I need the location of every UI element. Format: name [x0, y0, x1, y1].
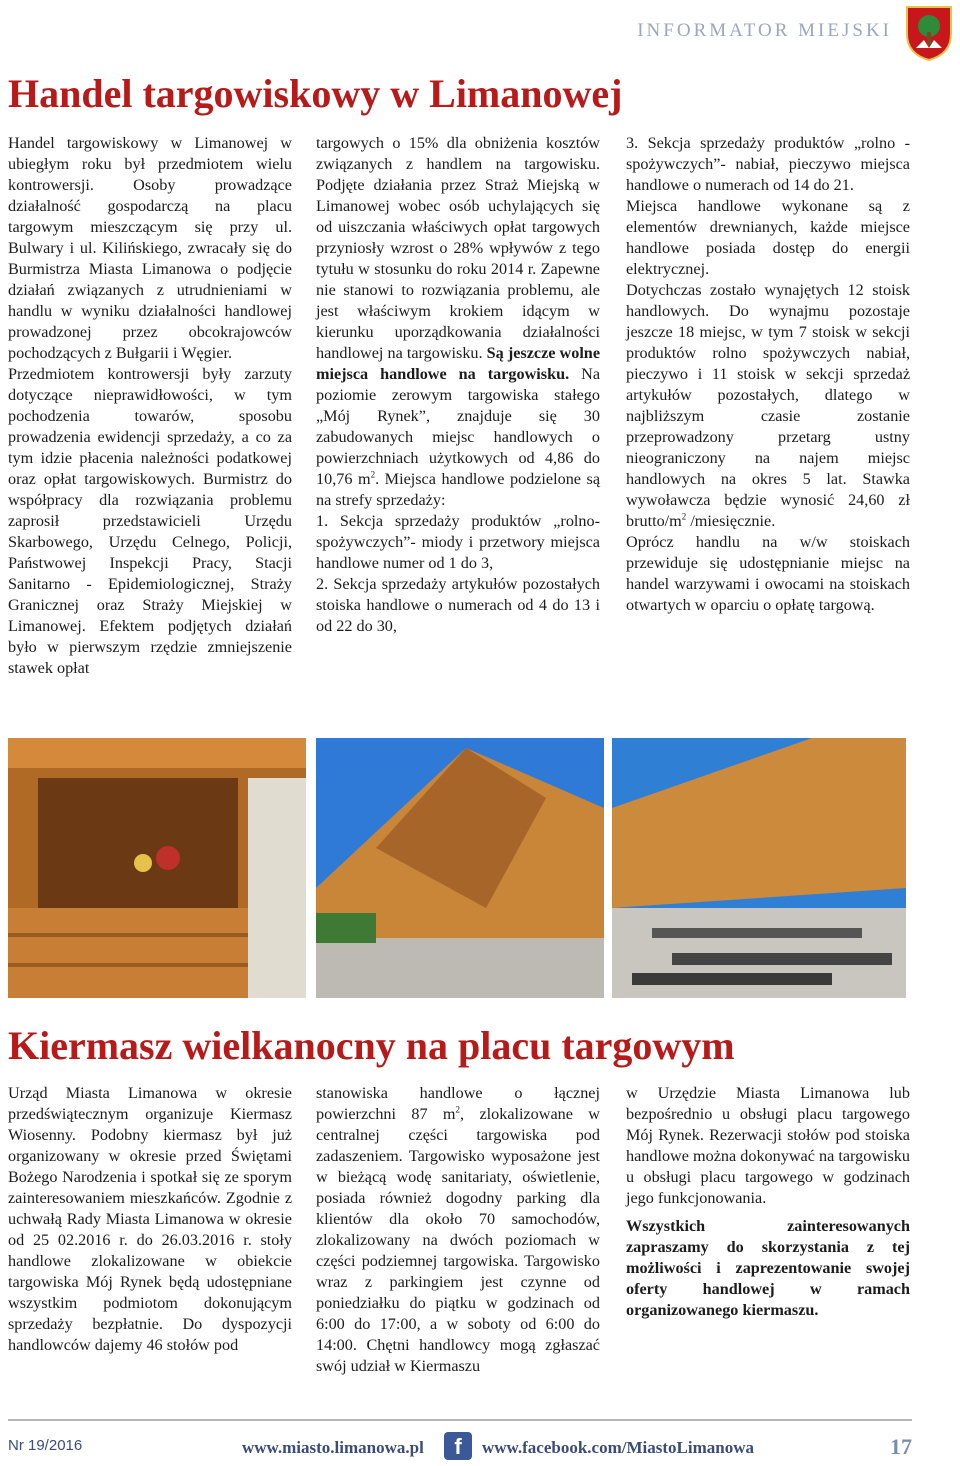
list-item: 2. Sekcja sprzedaży artykułów pozostałych stoiska handlowe o numerach od 4 do 13 i od 22 do 30, [316, 575, 600, 635]
market-stall-photo [8, 738, 306, 998]
list-item: 3. Sekcja sprzedaży produktów „rolno - spożywczych”- nabiał, pieczywo miejsca handlowe o numerach od 14 do 21. [626, 134, 910, 194]
footer [8, 1432, 912, 1462]
paragraph: Miejsca handlowe wykonane są z elementów drewnianych, każde miejsce handlowe posiada dostęp do energii elektrycznej. [626, 197, 910, 278]
paragraph: w Urzędzie Miasta Limanowa lub bezpośrednio u obsługi placu targowego Mój Rynek. Rezerwacji stołów pod stoiska handlowe można dokonywać na targowisku u obsługi placu targowego w godzinach jego funkcjonowania. [626, 1084, 910, 1207]
paragraph: Handel targowiskowy w Limanowej w ubiegłym roku był przedmiotem wielu kontrowersji. Osoby prowadzące działalność gospodarczą na placu targowym mieszczącym się przy ul. Bulwary i ul. Kilińskiego, zwracały się do Burmistrza Miasta Limanowa o podjęcie działań związanych z utrudnieniami w handlu w wyniku działalności handlowej prowadzonej przez obcokrajowców pochodzących z Bułgarii i Węgier. [8, 134, 292, 362]
paragraph: targowych o 15% dla obniżenia kosztów związanych z handlem na targowisku. Podjęte działania przez Straż Miejską w Limanowej wobec osób uchylających się od uiszczania właściwych opłat targowych przyniosły wzrost o 28% wpływów z tego tytułu w stosunku do roku 2014 r. Zapewne nie stanowi to rozwiązania problemu, ale jest właściwym krokiem idącym w kierunku uporządkowania działalności handlowej na targowisku. Są jeszcze wolne miejsca handlowe na targowisku. Na poziomie zerowym targowiska stałego „Mój Rynek”, znajduje się 30 zabudowanych miejsc handlowych o powierzchniach użytkowych od 4,86 do 10,76 $m^2$. Miejsca handlowe podzielone są na strefy sprzedaży: [316, 134, 601, 509]
market-tables-photo [612, 738, 906, 998]
city-crest-logo [904, 4, 954, 62]
paragraph: Przedmiotem kontrowersji były zarzuty dotyczące nieprawidłowości, w tym pochodzenia towarów, sposobu prowadzenia ewidencji sprzedaży, a co za tym idzie płacenia należności podatkowej oraz opłat targowiskowych. Burmistrz do współpracy dla rozwiązania problemu zaprosił przedstawicieli Urzędu Skarbowego, Urzędu Celnego, Policji, Państwowej Inspekcji Pracy, Stacji Sanitarno - Epidemiologicznej, Straży Granicznej oraz Straży Miejskiej w Limanowej. Efektem podjętych działań było w pierwszym rzędzie zmniejszenie stawek opłat [8, 365, 292, 677]
website-link[interactable]: www.miasto.limanowa.pl [242, 1438, 424, 1457]
header-title: INFORMATOR MIEJSKI [637, 20, 892, 41]
list-item: 1. Sekcja sprzedaży produktów „rolno-spożywczych”- miody i przetwory miejsca handlowe numer od 1 do 3, [316, 512, 600, 572]
footer-divider [8, 1419, 912, 1421]
article-title-kiermasz: Kiermasz wielkanocny na placu targowym [8, 1023, 735, 1068]
issue-number: Nr 19/2016 [8, 1437, 83, 1454]
paragraph: Urząd Miasta Limanowa w okresie przedświątecznym organizuje Kiermasz Wiosenny. Podobny kiermasz był już organizowany w okresie przed Świętami Bożego Narodzenia i spotkał się ze sporym zainteresowaniem mieszkańców. Zgodnie z uchwałą Rady Miasta Limanowa w okresie od 25 02.2016 r. do 26.03.2016 r. stoły handlowe zlokalizowane w obiekcie targowiska Mój Rynek będą udostępniane wszystkim podmiotom dokonującym sprzedaży bezpłatnie. Do dyspozycji handlowców dajemy 46 stołów pod [8, 1084, 292, 1354]
article2-column-2 [316, 1083, 600, 1377]
article2-column-1 [8, 1083, 292, 1356]
paragraph: Dotychczas zostało wynajętych 12 stoisk handlowych. Do wynajmu pozostaje jeszcze 18 miejsc, w tym 7 stoisk w sekcji produktów rolno spożywczych nabiał, pieczywo i 11 stoisk w sekcji sprzedaż artykułów pozostałych, dlatego w najbliższym czasie zostanie przeprowadzony przetarg ustny nieograniczony na najem miejsc handlowych na okres 5 lat. Stawka wywoławcza będzie wynosić 24,60 zł brutto/$m^2$ /miesięcznie. [626, 281, 910, 530]
article1-column-2 [316, 133, 600, 637]
paragraph: stanowiska handlowe o łącznej powierzchni 87 $m^2$, zlokalizowane w centralnej części targowiska pod zadaszeniem. Targowisko wyposażone jest w bieżącą wodę sanitariaty, oświetlenie, posiada również dogodny parking dla klientów dla około 70 samochodów, zlokalizowany na dwóch poziomach w części podziemnej targowiska. Targowisko wraz z parkingiem jest czynne od poniedziałku do piątku w godzinach od 6:00 do 17:00, a w soboty od 6:00 do 14:00. Chętni handlowcy mogą zgłaszać swój udział w Kiermaszu [316, 1084, 600, 1375]
photo-strip [8, 738, 906, 998]
market-roof-photo [316, 738, 604, 998]
paragraph: Oprócz handlu na w/w stoiskach przewiduje się udostępnianie miejsc na handel warzywami i owocami na stoiskach otwartych w oparciu o opłatę targową. [626, 533, 910, 614]
facebook-icon[interactable]: f [444, 1432, 472, 1460]
invitation-text: Wszystkich zainteresowanych zapraszamy do skorzystania z tej możliwości i zaprezentowanie swojej oferty handlowej w ramach organizowanego kiermaszu. [626, 1217, 910, 1319]
article1-column-1 [8, 133, 292, 679]
highlight-text: Są jeszcze wolne miejsca handlowe na targowisku. [316, 344, 600, 383]
article-title-handel: Handel targowiskowy w Limanowej [8, 71, 623, 116]
facebook-link[interactable]: www.facebook.com/MiastoLimanowa [482, 1438, 754, 1457]
article2-column-3 [626, 1083, 910, 1321]
page-number: 17 [890, 1434, 912, 1459]
article1-column-3 [626, 133, 910, 616]
